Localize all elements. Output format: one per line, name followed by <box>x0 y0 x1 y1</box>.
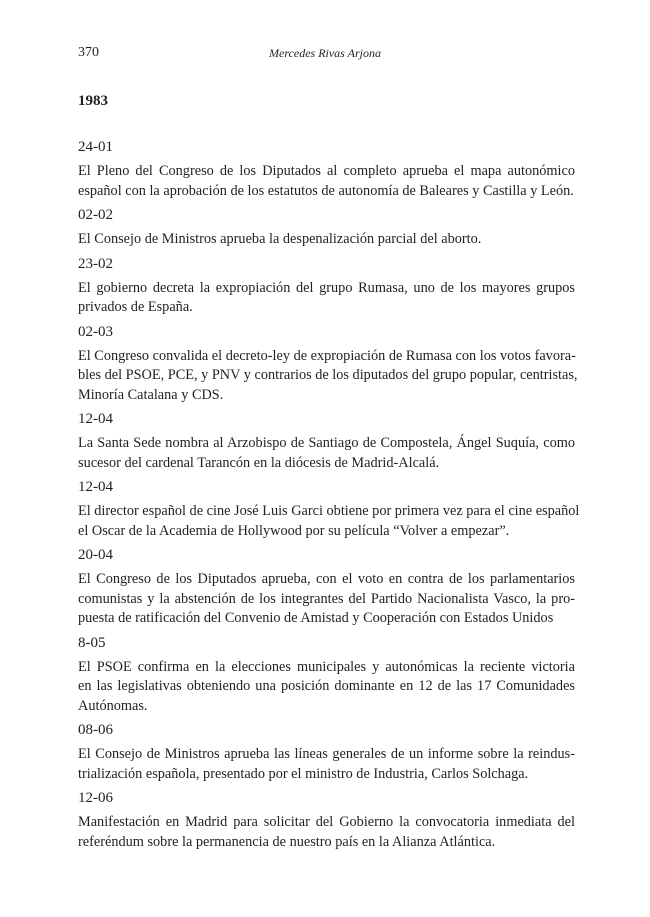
entry-text-line: Autónomas. <box>78 697 148 714</box>
entry-date: 02-02 <box>78 207 113 223</box>
entry-text-line: El director español de cine José Luis Garci obtiene por primera vez para el cine español <box>78 503 580 519</box>
entry-text-line: el Oscar de la Academia de Hollywood por su película “Volver a empezar”. <box>78 522 510 539</box>
chronology-list <box>78 138 580 857</box>
entry-text <box>78 434 575 473</box>
entry-text-line: comunistas y la abstención de los integrantes del Partido Nacionalista Vasco, la pro- <box>78 590 575 607</box>
entry-date: 12-06 <box>78 790 113 806</box>
entry-text <box>78 570 575 629</box>
running-head: Mercedes Rivas Arjona <box>269 46 381 60</box>
entry-text-line: El Congreso de los Diputados aprueba, con el voto en contra de los parlamentarios <box>78 571 575 587</box>
chronology-entry <box>78 255 575 318</box>
entry-text-line: La Santa Sede nombra al Arzobispo de Santiago de Compostela, Ángel Suquía, como <box>78 435 575 451</box>
chronology-entry <box>78 410 575 473</box>
entry-date: 12-04 <box>78 411 113 427</box>
entry-text <box>78 502 580 541</box>
entry-date: 12-04 <box>78 479 113 495</box>
chronology-entry <box>78 789 575 852</box>
entry-date: 08-06 <box>78 722 113 738</box>
entry-text-line: Minoría Catalana y CDS. <box>78 386 224 403</box>
chronology-entry <box>78 138 575 201</box>
chronology-entry <box>78 478 580 541</box>
entry-text-line: en las legislativas obteniendo una posición dominante en 12 de las 17 Comunidades <box>78 678 575 694</box>
chronology-entry <box>78 323 578 406</box>
chronology-entry <box>78 634 575 717</box>
entry-text <box>78 813 575 852</box>
entry-text-line: bles del PSOE, PCE, y PNV y contrarios de los diputados del grupo popular, centristas, <box>78 367 578 383</box>
entry-text-line: trialización española, presentado por el ministro de Industria, Carlos Solchaga. <box>78 765 529 782</box>
chronology-entry <box>78 721 575 784</box>
entry-text-line: El Consejo de Ministros aprueba la despenalización parcial del aborto. <box>78 231 482 247</box>
year-heading: 1983 <box>78 93 108 109</box>
entry-text-line: El gobierno decreta la expropiación del grupo Rumasa, uno de los mayores grupos <box>78 279 575 296</box>
page-number: 370 <box>78 45 99 60</box>
entry-text <box>78 162 575 201</box>
entry-text-line: Manifestación en Madrid para solicitar del Gobierno la convocatoria inmediata del <box>78 814 575 830</box>
entry-text-line: español con la aprobación de los estatutos de autonomía de Baleares y Castilla y León. <box>78 182 574 199</box>
chronology-entry <box>78 546 575 629</box>
entry-date: 8-05 <box>78 634 106 651</box>
chronology-entry <box>78 206 575 250</box>
entry-text <box>78 658 575 717</box>
entry-date: 20-04 <box>78 547 113 563</box>
entry-text <box>78 745 575 784</box>
entry-text-line: sucesor del cardenal Tarancón en la diócesis de Madrid-Alcalá. <box>78 454 440 471</box>
entry-text-line: puesta de ratificación del Convenio de Amistad y Cooperación con Estados Unidos <box>78 610 554 626</box>
entry-text <box>78 279 575 318</box>
entry-text-line: El Congreso convalida el decreto-ley de expropiación de Rumasa con los votos favora- <box>78 347 576 364</box>
entry-date: 24-01 <box>78 139 113 155</box>
entry-text <box>78 230 575 250</box>
entry-text-line: El Consejo de Ministros aprueba las líneas generales de un informe sobre la reindus- <box>78 746 575 762</box>
entry-text-line: El Pleno del Congreso de los Diputados al completo aprueba el mapa autonómico <box>78 163 575 179</box>
entry-text-line: privados de España. <box>78 299 193 315</box>
entry-date: 23-02 <box>78 255 113 272</box>
entry-text-line: El PSOE confirma en la elecciones municipales y autonómicas la reciente victoria <box>78 658 575 675</box>
entry-text-line: referéndum sobre la permanencia de nuestro país en la Alianza Atlántica. <box>78 833 496 850</box>
entry-text <box>78 347 578 406</box>
entry-date: 02-03 <box>78 323 113 340</box>
